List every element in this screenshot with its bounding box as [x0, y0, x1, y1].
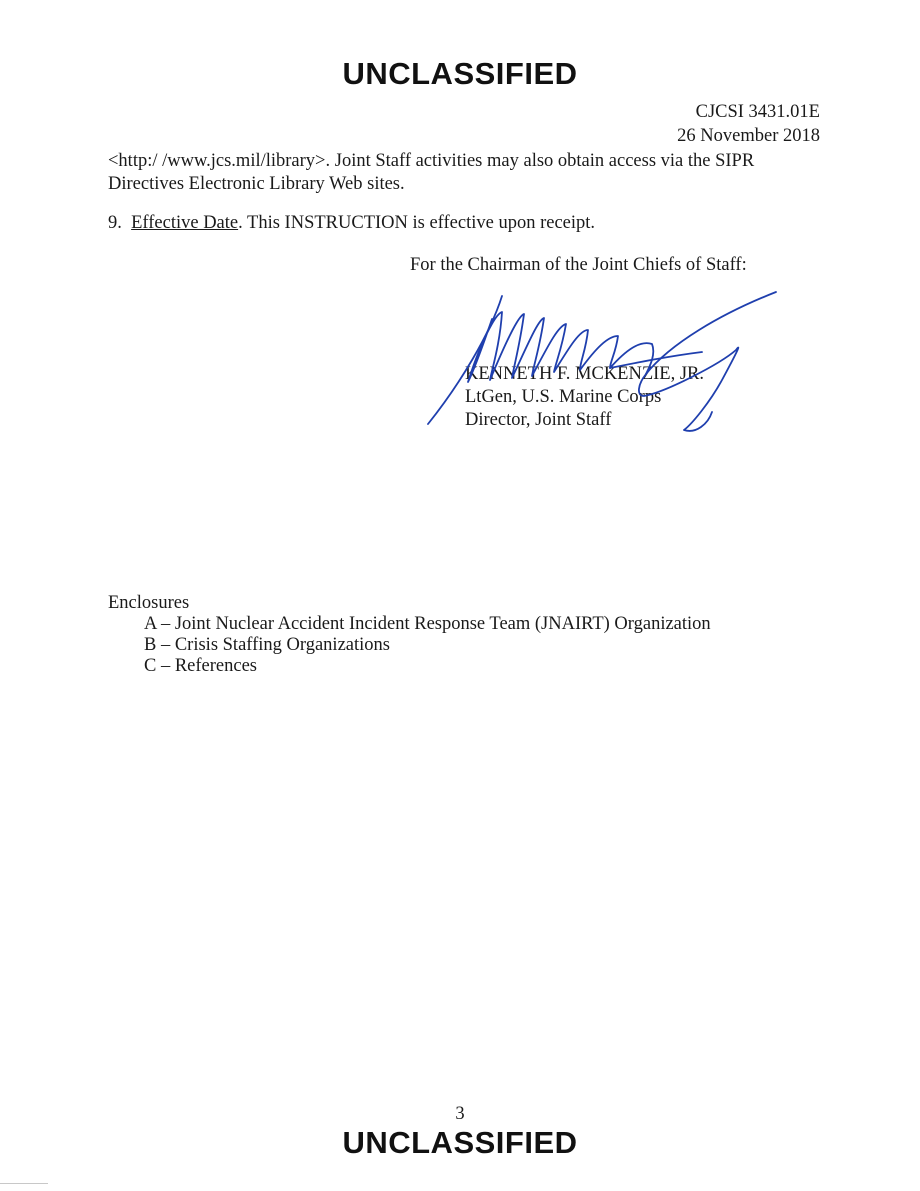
paragraph-effective-date: [108, 212, 828, 235]
signatory-name: KENNETH F. MCKENZIE, JR.: [465, 364, 705, 384]
doc-date: 26 November 2018: [677, 126, 820, 146]
scan-edge-mark: [0, 1183, 48, 1184]
page-number: 3: [455, 1104, 465, 1124]
enclosures-section: [108, 593, 711, 677]
document-identifier: [677, 100, 820, 148]
enclosure-item: B – Crisis Staffing Organizations: [144, 635, 390, 655]
enclosures-label: Enclosures: [108, 593, 190, 613]
enclosure-item: C – References: [144, 656, 258, 676]
handwritten-signature: [420, 284, 790, 444]
paragraph-text: . This INSTRUCTION is effective upon receipt.: [238, 213, 596, 233]
paragraph-number: 9.: [108, 213, 122, 233]
doc-number: CJCSI 3431.01E: [695, 102, 820, 122]
signatory-rank: LtGen, U.S. Marine Corps: [465, 387, 662, 407]
enclosures-list: [108, 614, 711, 677]
paragraph-continuation: <http:/ /www.jcs.mil/library>. Joint Staff activities may also obtain access via the SIPR Directives Electronic Library Web sites.: [108, 151, 755, 194]
signature-preamble: For the Chairman of the Joint Chiefs of Staff:: [410, 255, 747, 275]
classification-banner-bottom: UNCLASSIFIED: [342, 1125, 578, 1160]
signatory-title: Director, Joint Staff: [465, 410, 612, 430]
enclosure-item: A – Joint Nuclear Accident Incident Response Team (JNAIRT) Organization: [144, 614, 711, 634]
paragraph-heading: Effective Date: [131, 213, 239, 233]
classification-banner-top: UNCLASSIFIED: [342, 56, 578, 91]
